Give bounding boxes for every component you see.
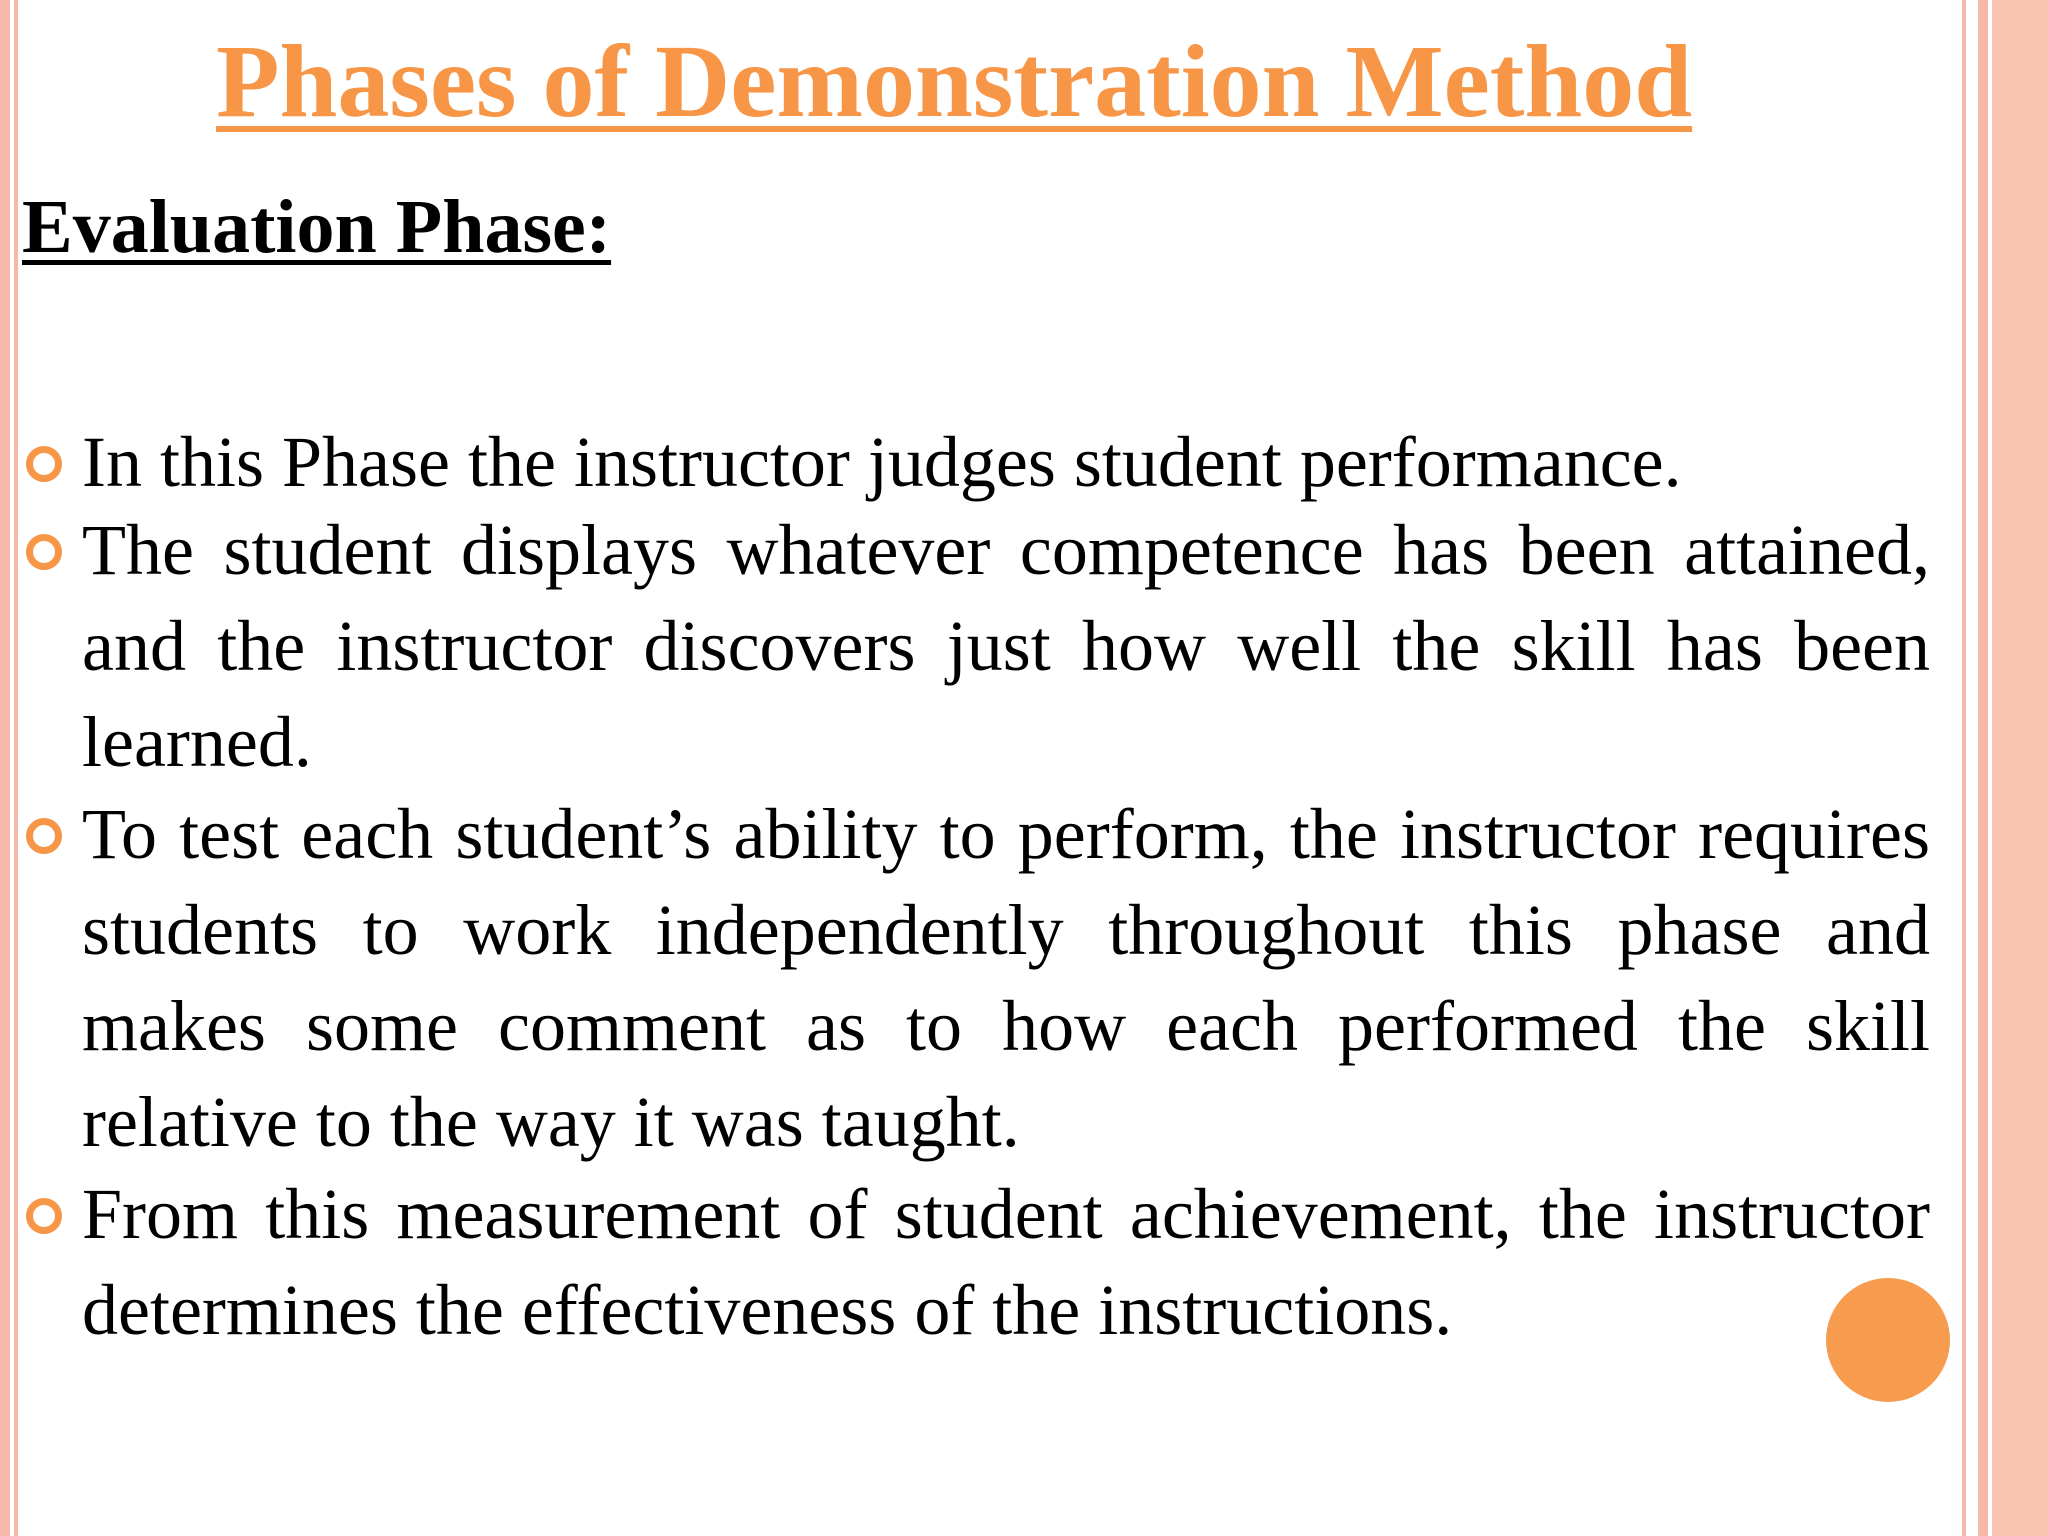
hollow-circle-bullet-icon — [26, 534, 62, 570]
bullet-text: To test each student’s ability to perform, the instructor requires students to work independently throughout this phase and makes some comment as to how each performed the skill relative to the way it was taught. — [82, 794, 1930, 1162]
hollow-circle-bullet-icon — [26, 818, 62, 854]
bullet-list — [22, 414, 1930, 1358]
right-border-band — [1992, 0, 2048, 1536]
bullet-item — [22, 1166, 1930, 1358]
left-border-stripe — [0, 0, 10, 1536]
section-heading: Evaluation Phase: — [22, 185, 612, 269]
hollow-circle-bullet-icon — [26, 1198, 62, 1234]
right-border-stripe — [1978, 0, 1988, 1536]
bullet-item — [22, 786, 1930, 1170]
bullet-item — [22, 414, 1930, 510]
bullet-text: In this Phase the instructor judges student performance. — [82, 422, 1682, 502]
hollow-circle-bullet-icon — [26, 446, 62, 482]
bullet-item — [22, 502, 1930, 790]
decorative-circle — [1826, 1278, 1950, 1402]
right-border-line — [1962, 0, 1966, 1536]
slide-title: Phases of Demonstration Method — [216, 24, 1693, 139]
left-border-line — [14, 0, 18, 1536]
bullet-text: From this measurement of student achievement, the instructor determines the effectiveness of the instructions. — [82, 1174, 1930, 1350]
bullet-text: The student displays whatever competence has been attained, and the instructor discovers just how well the skill has been learned. — [82, 510, 1930, 782]
